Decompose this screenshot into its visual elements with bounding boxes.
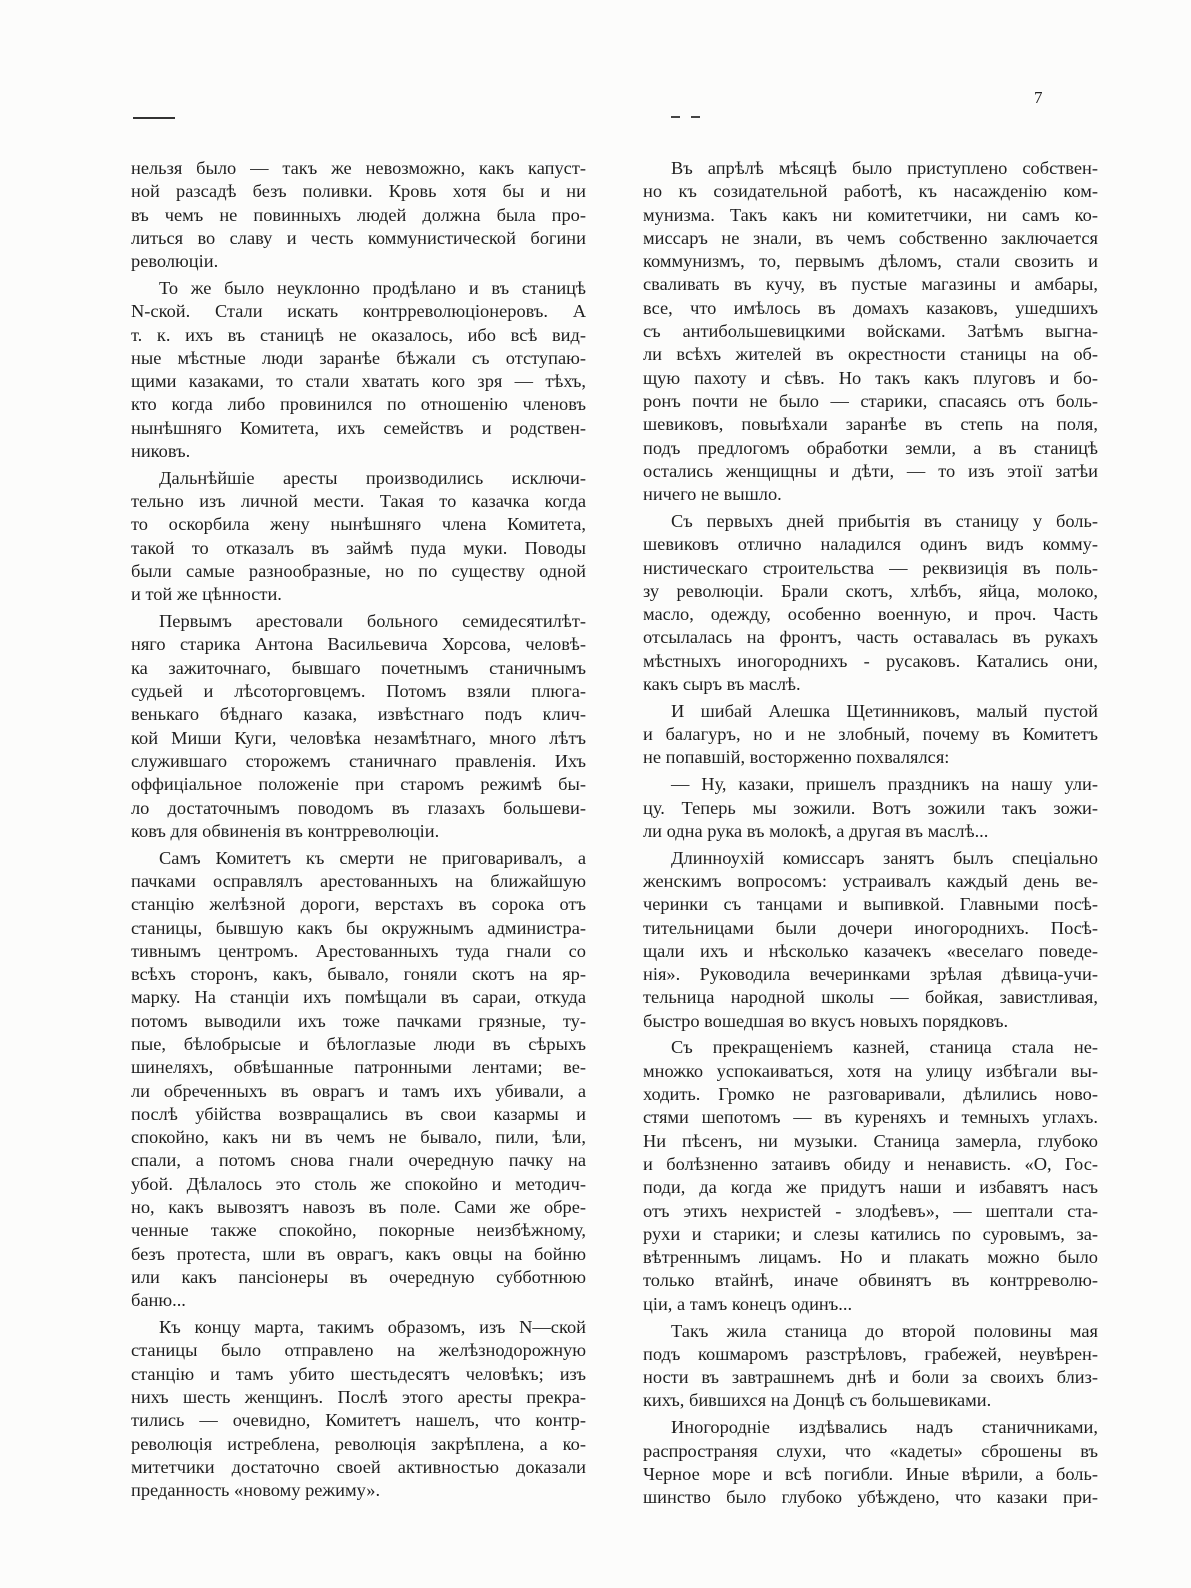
text-line: никовъ. <box>131 441 191 462</box>
text-line: Ни пѣсенъ, ни музыки. Станица замерла, глубоко <box>643 1130 1098 1151</box>
paragraph <box>131 1316 586 1502</box>
paragraph <box>643 157 1098 506</box>
text-line: — Ну, казаки, пришелъ праздникъ на нашу ули- <box>671 774 1098 795</box>
text-line: пые, бѣлобрысые и бѣлоглазые люди въ сѣрыхъ <box>131 1033 586 1054</box>
text-line: Съ первыхъ дней прибытія въ станицу у боль- <box>671 510 1098 531</box>
text-line: цу. Теперь мы зожили. Вотъ зожили такъ зожи- <box>643 797 1098 818</box>
header-rule <box>133 117 175 119</box>
text-line: женскимъ вопросомъ: устраивалъ каждый день ве- <box>643 870 1098 891</box>
text-line: революція истреблена, революція закрѣплена, а ко- <box>131 1433 586 1454</box>
text-line: ходить. Громко не разговаривали, дѣлились ново- <box>643 1084 1098 1105</box>
paragraph <box>643 1036 1098 1316</box>
paragraph <box>131 847 586 1313</box>
text-line: все, что имѣлось въ домахъ казаковъ, ушедшихъ <box>643 297 1098 318</box>
text-line: преданность «новому режиму». <box>131 1480 381 1501</box>
text-line: то оскорбила жену нынѣшняго члена Комитета, <box>131 514 586 535</box>
text-line: ные мѣстные люди заранѣе бѣжали съ отступаю- <box>131 347 586 368</box>
text-line: и балагуръ, но и не злобный, почему въ Комитетъ <box>643 724 1098 745</box>
text-line: подъ предлогомъ обработки земли, а въ станицѣ <box>643 437 1098 458</box>
paragraph <box>131 277 586 463</box>
left-column <box>131 157 586 1506</box>
text-line: ли обреченныхъ въ оврагъ и тамъ ихъ убивали, а <box>131 1080 586 1101</box>
text-line: станицы, бывшую какъ бы окружнымъ администра- <box>131 917 586 938</box>
paragraph <box>643 510 1098 696</box>
text-line: шинство было глубоко убѣждено, что казаки при- <box>643 1487 1098 1508</box>
text-line: зу революціи. Брали скотъ, хлѣбъ, яйца, молоко, <box>643 580 1098 601</box>
text-line: ности въ завтрашнемъ днѣ и боли за своихъ близ- <box>643 1367 1098 1388</box>
text-line: но, какъ вывозятъ навозъ въ поле. Сами же обре- <box>131 1197 586 1218</box>
text-line: спокойно, какъ ни въ чемъ не бывало, пили, ѣли, <box>131 1127 586 1148</box>
text-line: коммунизмъ, то, первымъ дѣломъ, стали свозить и <box>643 251 1098 272</box>
text-line: ничего не вышло. <box>643 484 782 505</box>
text-line: няго старика Антона Васильевича Хорсова, человѣ- <box>131 634 586 655</box>
header-dash <box>671 116 680 118</box>
text-line: спали, а потомъ снова гнали очередную пачку на <box>131 1150 586 1171</box>
text-line: тительницами были дочери иногороднихъ. Посѣ- <box>643 917 1098 938</box>
text-line: всѣхъ сторонъ, какъ, бывало, гоняли скотъ на яр- <box>131 964 586 985</box>
text-line: ронъ почти не было — старики, спасаясь отъ боль- <box>643 390 1098 411</box>
text-line: ло достаточнымъ поводомъ въ глазахъ большеви- <box>131 797 586 818</box>
text-line: щали ихъ и нѣсколько казачекъ «веселаго поведе- <box>643 940 1098 961</box>
text-line: баню... <box>131 1290 186 1311</box>
text-line: въ чемъ не повинныхъ людей должна была про- <box>131 204 586 225</box>
paragraph <box>131 157 586 273</box>
text-line: или какъ пансіонеры въ очередную субботнюю <box>131 1266 586 1287</box>
text-line: послѣ убійства возвращались въ свои казармы и <box>131 1103 586 1124</box>
text-line: потомъ выводили ихъ тоже пачками грязные, ту- <box>131 1010 586 1031</box>
text-line: распространяя слухи, что «кадеты» сброшены въ <box>643 1440 1098 1461</box>
text-line: были самые разнообразные, но по существу одной <box>131 561 586 582</box>
text-line: Съ прекращеніемъ казней, станица стала не- <box>671 1037 1098 1058</box>
text-line: щую пахоту и сѣвъ. Но такъ какъ плуговъ и бо- <box>643 367 1098 388</box>
text-line: черинки съ танцами и выпивкой. Главными посѣ- <box>643 894 1098 915</box>
text-line: не попавшій, восторженно похвалялся: <box>643 747 950 768</box>
text-line: сваливать въ кучу, въ пустые магазины и амбары, <box>643 274 1098 295</box>
text-line: нихъ шесть женщинъ. Послѣ этого аресты прекра- <box>131 1386 586 1407</box>
text-line: шевиковъ, повыѣхали заранѣе въ степь на поля, <box>643 414 1098 435</box>
text-line: нельзя было — такъ же невозможно, какъ капуст- <box>131 158 586 178</box>
paragraph <box>643 847 1098 1033</box>
text-line: масло, одежду, особенно военную, и проч. Часть <box>643 604 1098 625</box>
text-line: безъ протеста, шли въ оврагъ, какъ овцы на бойню <box>131 1243 586 1264</box>
text-line: стями шепотомъ — въ куреняхъ и темныхъ углахъ. <box>643 1107 1098 1128</box>
text-line: ціи, а тамъ конецъ одинъ... <box>643 1293 853 1314</box>
text-line: Иногородніе издѣвались надъ станичниками, <box>671 1417 1098 1438</box>
text-line: и той же цѣнности. <box>131 584 282 605</box>
text-line: нистическаго строительства — реквизиція въ поль- <box>643 557 1098 578</box>
text-line: поди, да когда же придутъ наши и избавятъ насъ <box>643 1177 1098 1198</box>
text-line: шинеляхъ, обвѣшанные патронными лентами; ве- <box>131 1057 586 1078</box>
text-line: венькаго бѣднаго казака, извѣстнаго подъ клич- <box>131 704 586 725</box>
text-line: тельница народной школы — бойкая, завистливая, <box>643 987 1098 1008</box>
text-line: Дальнѣйшіе аресты производились исключи- <box>159 467 586 488</box>
text-line: щими казаками, то стали хватать кого зря — тѣхъ, <box>131 371 586 392</box>
text-line: станицы было отправлено на желѣзнодорожную <box>131 1340 586 1361</box>
text-line: Черное море и всѣ погибли. Иные вѣрили, а боль- <box>643 1463 1098 1484</box>
text-line: т. к. ихъ въ станицѣ не оказалось, ибо всѣ вид- <box>131 324 586 345</box>
text-line: станцію желѣзной дороги, верстахъ въ сорока отъ <box>131 894 586 915</box>
text-line: кой Миши Куги, человѣка незамѣтнаго, много лѣтъ <box>131 727 586 748</box>
text-line: оффиціальное положеніе при старомъ режимѣ бы- <box>131 774 586 795</box>
text-line: ка зажиточнаго, бывшаго почетнымъ станичнымъ <box>131 657 586 678</box>
text-line: И шибай Алешка Щетинниковъ, малый пустой <box>671 700 1098 721</box>
text-line: Длинноухій комиссаръ занятъ былъ спеціально <box>671 847 1098 868</box>
paragraph <box>131 610 586 843</box>
text-line: тельно изъ личной мести. Такая то казачка когда <box>131 491 586 512</box>
text-line: какъ сыръ въ маслѣ. <box>643 674 801 695</box>
text-line: отъ этихъ нехристей - злодѣевъ», — шептали ста- <box>643 1200 1098 1221</box>
text-line: миссаръ не знали, въ чемъ собственно заключается <box>643 227 1098 248</box>
text-line: ковъ для обвиненія въ контрреволюціи. <box>131 820 440 841</box>
text-line: То же было неуклонно продѣлано и въ станицѣ <box>159 277 586 298</box>
text-line: Первымъ арестовали больного семидесятилѣт- <box>159 611 586 632</box>
text-line: тились — очевидно, Комитетъ нашелъ, что контр- <box>131 1410 586 1431</box>
text-line: мѣстныхъ иногороднихъ - русаковъ. Катались они, <box>643 650 1098 671</box>
right-column <box>643 157 1098 1513</box>
text-line: убой. Дѣлалось это столь же спокойно и методич- <box>131 1173 586 1194</box>
text-line: литься во славу и честь коммунистической богини <box>131 227 586 248</box>
text-line: Самъ Комитетъ къ смерти не приговаривалъ, а <box>159 847 586 868</box>
text-line: только втайнѣ, иначе обвинятъ въ контрреволю- <box>643 1270 1098 1291</box>
text-line: ли всѣхъ жителей въ окрестности станицы на об- <box>643 344 1098 365</box>
text-line: рухи и старики; и слезы катились по суровымъ, за- <box>643 1223 1098 1244</box>
text-line: Въ апрѣлѣ мѣсяцѣ было приступлено собствен- <box>671 158 1098 178</box>
text-line: служившаго сторожемъ станичнаго правленія. Ихъ <box>131 750 586 771</box>
text-line: тивнымъ центромъ. Арестованныхъ туда гнали со <box>131 940 586 961</box>
text-line: нынѣшняго Комитета, ихъ семействъ и родствен- <box>131 417 586 438</box>
text-line: множко успокаиваться, хотя на улицу избѣгали вы- <box>643 1060 1098 1081</box>
text-line: остались женщищны и дѣти, — то изъ этоії затѣи <box>643 460 1098 481</box>
text-line: съ антибольшевицкими войсками. Затѣмъ выгна- <box>643 321 1098 342</box>
text-line: отсылалась на фронтъ, часть оставалась въ рукахъ <box>643 627 1098 648</box>
text-line: N-ской. Стали искать контрреволюціонеровъ. А <box>131 301 586 322</box>
text-line: такой то отказалъ въ займѣ пуда муки. Поводы <box>131 537 586 558</box>
paragraph <box>131 467 586 607</box>
text-line: ной разсадѣ безъ поливки. Кровь хотя бы и ни <box>131 181 586 202</box>
text-line: пачками оспрaвлялъ арестованныхъ на ближайшую <box>131 870 586 891</box>
paragraph <box>643 1416 1098 1509</box>
text-line: мунизма. Такъ какъ ни комитетчики, ни самъ ко- <box>643 204 1098 225</box>
text-line: кто когда либо провинился по отношенію членовъ <box>131 394 586 415</box>
text-line: Къ концу марта, такимъ образомъ, изъ N—ской <box>159 1317 586 1338</box>
text-line: станцію и тамъ убито шестьдесятъ человѣкъ; изъ <box>131 1363 586 1384</box>
text-line: ченные также спокойно, покорные неизбѣжному, <box>131 1220 586 1241</box>
text-line: судьей и лѣсоторговцемъ. Потомъ взяли плюга- <box>131 681 586 702</box>
text-line: Такъ жила станица до второй половины мая <box>671 1320 1098 1341</box>
page-number: 7 <box>1034 88 1043 107</box>
text-line: и болѣзненно затаивъ обиду и ненависть. «О, Гос- <box>643 1153 1098 1174</box>
text-line: вѣтреннымъ лицамъ. Но и плакать можно было <box>643 1247 1098 1268</box>
text-line: быстро вошедшая во вкусъ новыхъ порядковъ. <box>643 1010 1009 1031</box>
text-line: марку. На станціи ихъ помѣщали въ сараи, откуда <box>131 987 586 1008</box>
text-line: митетчики достаточно своей активностью доказали <box>131 1456 586 1477</box>
paragraph <box>643 773 1098 843</box>
text-line: революціи. <box>131 251 219 272</box>
text-line: кихъ, бившихся на Донцѣ съ большевиками. <box>643 1390 992 1411</box>
text-line: подъ кошмаромъ разстрѣловъ, грабежей, неувѣрен- <box>643 1343 1098 1364</box>
paragraph <box>643 700 1098 770</box>
text-line: но къ созидательной работѣ, къ насажденію ком- <box>643 181 1098 202</box>
text-line: нія». Руководила вечеринками зрѣлая дѣвица-учи- <box>643 964 1098 985</box>
paragraph <box>643 1320 1098 1413</box>
text-line: ли одна рука въ молокѣ, а другая въ маслѣ... <box>643 820 989 841</box>
text-line: шевиковъ отлично наладился одинъ видъ комму- <box>643 534 1098 555</box>
header-dash <box>691 116 700 118</box>
